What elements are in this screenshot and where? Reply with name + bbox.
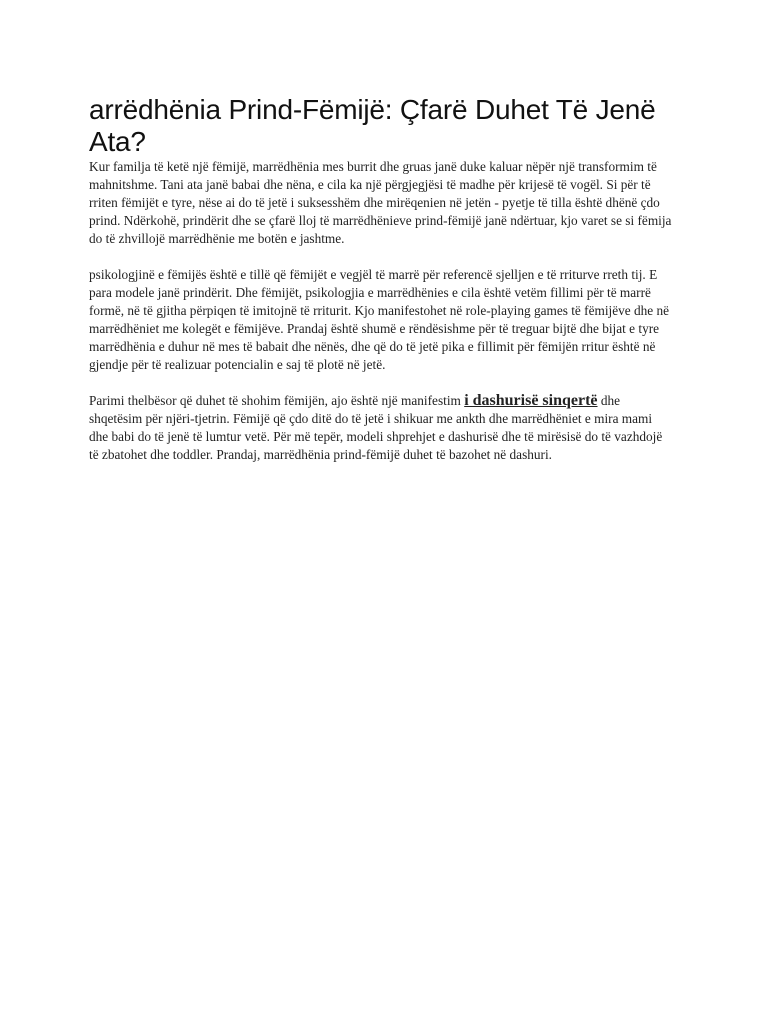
paragraph-3-text-before: Parimi thelbësor që duhet të shohim fëmijën, ajo është një manifestim (89, 393, 465, 408)
paragraph-3-text-after: dhe shqetësim për njëri-tjetrin. Fëmijë që çdo ditë do të jetë i shikuar me ankth dhe marrëdhëniet e mira mami dhe babi do të jenë të lumtur vetë. Për më tepër, modeli shprehjet e dashurisë dhe të mirësisë do të vazhdojë të zbatohet dhe toddler. Prandaj, marrëdhënia prind-fëmijë duhet të bazohet në dashuri. (89, 393, 663, 462)
paragraph-3 (89, 392, 674, 464)
paragraph-2: psikologjinë e fëmijës është e tillë që fëmijët e vegjël të marrë për referencë sjelljen e të rriturve rreth tij. E para modele janë prindërit. Dhe fëmijët, psikologjia e marrëdhënies e cila është vetëm fillimi për të marrë formë, në të gjitha përpiqen të imitojnë të rriturit. Kjo manifestohet në role-playing games të fëmijëve dhe në marrëdhëniet me kolegët e fëmijëve. Prandaj është shumë e rëndësishme për të treguar bijtë dhe bijat e tyre marrëdhënia e duhur në mes të babait dhe nënës, dhe që do të jetë pika e fillimit për fëmijën rritur është në gjendje për të realizuar potencialin e saj të plotë në jetë. (89, 267, 670, 372)
document-page (89, 94, 674, 464)
dashurise-sinqerte-link[interactable]: i dashurisë sinqertë (464, 392, 598, 409)
article-title: arrëdhënia Prind-Fëmijë: Çfarë Duhet Të Jenë Ata? (89, 94, 656, 157)
paragraph-1: Kur familja të ketë një fëmijë, marrëdhënia mes burrit dhe gruas janë duke kaluar nëpër një transformim të mahnitshme. Tani ata janë babai dhe nëna, e cila ka një përgjegjësi të madhe për krijesë të vogël. Si për të rriten fëmijët e tyre, nëse ai do të jetë i suksesshëm dhe mirëqenien në jetën - pyetje të tilla është dhënë çdo prind. Ndërkohë, prindërit dhe se çfarë lloj të marrëdhënieve prind-fëmijë janë ndërtuar, kjo varet se si fëmija do të zhvillojë marrëdhënie me botën e jashtme. (89, 159, 672, 246)
